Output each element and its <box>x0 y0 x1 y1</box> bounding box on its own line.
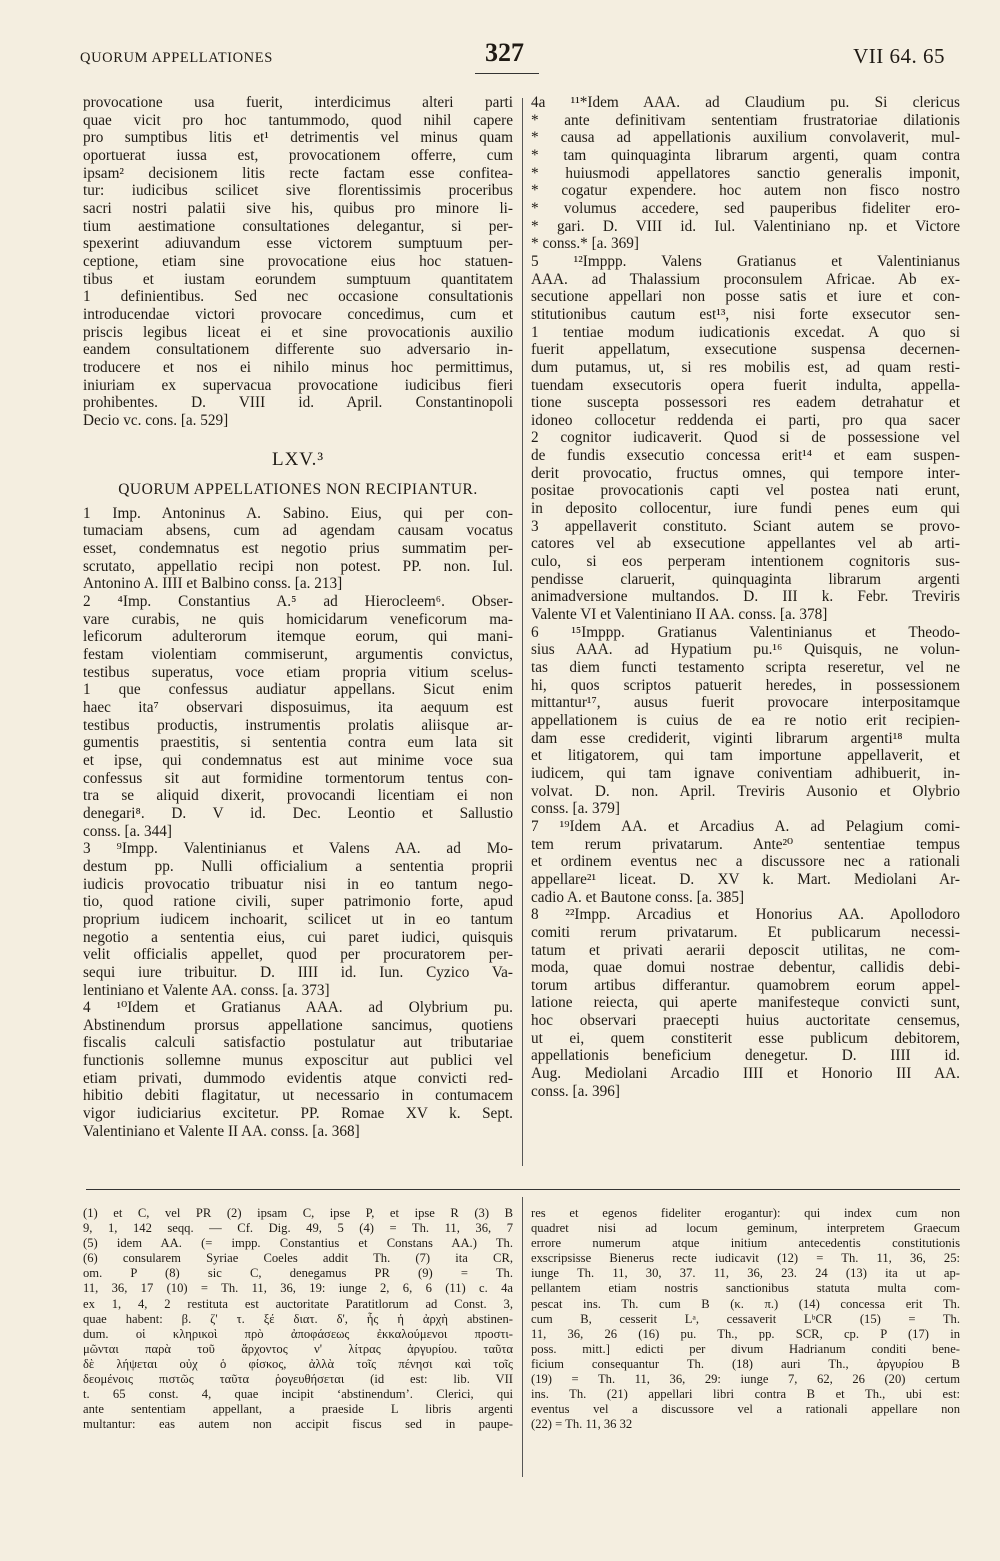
text-line: culo, si eos perperam intentionem cognitoris sus- <box>531 553 960 571</box>
text-line: Decio vc. cons. [a. 529] <box>83 411 229 429</box>
text-line: tur: iudicibus scilicet sive florentissimis proceribus <box>83 182 513 200</box>
footnote-column-divider <box>522 1197 523 1477</box>
text-line: dum putamus, ut, si res mobilis est, ad quam resti- <box>531 358 960 376</box>
text-line: confessus sit aut formidine tormentorum tentus con- <box>83 769 513 787</box>
text-line: 7 ¹⁹Idem AA. et Arcadius A. ad Pelagium comi- <box>531 817 960 835</box>
footnote-line: quadret nisi ad locum geminum, interpretem Graecum <box>531 1221 960 1236</box>
text-line: Valente VI et Valentiniano II AA. conss. [a. 378] <box>531 606 828 624</box>
footnote-line: pescat ins. Th. cum B (κ. π.) (14) concessa erit Th. <box>531 1296 960 1311</box>
text-line: * huiusmodi appellatores sanctio generalis imponit, <box>531 164 960 182</box>
text-line: priscis legibus liceat ei et sine provocationis auxilio <box>83 323 513 341</box>
footnote-rule <box>86 1189 960 1190</box>
running-header <box>80 36 945 80</box>
footnote-line: t. 65 const. 4, quae incipit ‘abstinendum’. Clerici, qui <box>83 1387 513 1402</box>
text-line: hoc observari praecepti huius auctoritate censemus, <box>531 1012 960 1030</box>
text-line: vigor iudiciarius excitetur. PP. Romae XV k. Sept. <box>83 1105 513 1123</box>
text-line: sequi iure tribuitur. D. IIII id. Iun. Cyzico Va- <box>83 963 513 981</box>
footnote-line: (5) idem AA. (= impp. Constantius et Constans AA.) Th. <box>83 1236 513 1251</box>
text-line: positae provocationis capti vel postea nati erunt, <box>531 482 960 500</box>
left-column <box>83 94 513 1140</box>
text-line: pendisse claruerit, quinquaginta librarum argenti <box>531 570 960 588</box>
text-line: * volumus accedere, sed pauperibus fideliter ero- <box>531 199 960 217</box>
footnote-line: om. P (8) sic C, denegamus PR (9) = Th. <box>83 1266 513 1281</box>
text-line: tra se aliquid dixerit, provocandi licentiam ei non <box>83 787 513 805</box>
text-line: * tam quinquaginta librarum argenti, quam contra <box>531 146 960 164</box>
text-line: stitutionibus cautum est¹³, nisi forte exsecutor sen- <box>531 305 960 323</box>
text-line: vare curabis, ne quis homicidarum veneficorum ma- <box>83 610 513 628</box>
text-line: testibus productis, instrumentis prolatis aliisque ar- <box>83 716 513 734</box>
text-line: functionis sollemne munus exposcitur aut publici vel <box>83 1052 513 1070</box>
text-line: tuendam exsecutoris opera fuerit indulta, appella- <box>531 376 960 394</box>
footnote-line: iunge Th. 11, 30, 37. 11, 36, 23. 24 (13) ita ut ap- <box>531 1266 960 1281</box>
text-line: catores vel ab exsecutione appellantes vel ab arti- <box>531 535 960 553</box>
text-line: sius AAA. ad Hypatium pu.¹⁶ Quisquis, ne volun- <box>531 641 960 659</box>
footnote-line: ins. Th. (21) appellari libri contra B et Th., ubi est: <box>531 1387 960 1402</box>
running-title: QUORUM APPELLATIONES <box>80 50 273 66</box>
text-line: derit provocatio, fructus omnes, qui tempore inter- <box>531 464 960 482</box>
text-line: provocatione usa fuerit, interdicimus alteri parti <box>83 94 513 111</box>
text-line: 8 ²²Impp. Arcadius et Honorius AA. Apollodoro <box>531 906 960 924</box>
text-line: appellationis beneficium denegetur. D. IIII id. <box>531 1047 960 1065</box>
text-line: 1 definientibus. Sed nec occasione consultationis <box>83 288 513 306</box>
text-line: fiscalis calculi satisfactio postulatur aut tributariae <box>83 1034 513 1052</box>
text-line: appellare²¹ liceat. D. XV k. Mart. Mediolani Ar- <box>531 870 960 888</box>
text-line: et ordinem eventus nec a discussore nec a rationali <box>531 853 960 871</box>
section-gap <box>83 429 513 451</box>
text-line: festam violentiam commiserunt, argumentis convictus, <box>83 646 513 664</box>
text-line: haec ita⁷ observari disposuimus, ita aequum est <box>83 699 513 716</box>
text-line: ut ei, quem constiterit esse publicum debitorem, <box>531 1029 960 1047</box>
text-line: eandem consultationem differente suo adversario in- <box>83 341 513 359</box>
text-line: in deposito collocentur, iure fundi penes eum qui <box>531 500 960 518</box>
text-line: tas diem functi testamento scripta reseretur, vel ne <box>531 659 960 676</box>
text-line: secutione appellari non posse satis et iure et con- <box>531 288 960 306</box>
text-line: tumaciam absens, cum ad agendam causam vocatus <box>83 522 513 540</box>
text-line: volvat. D. non. April. Treviris Ausonio et Olybrio <box>531 782 960 800</box>
text-line: 2 cognitor iudicaverit. Quod si de possessione vel <box>531 429 960 447</box>
text-line: proprium iudicem inchoarit, scilicet ut in eo tantum <box>83 910 513 928</box>
text-line: oportuerat iussa est, provocationem offerre, cum <box>83 146 513 164</box>
text-line: lentiniano et Valente AA. conss. [a. 373] <box>83 981 330 999</box>
text-line: introducendae victori provocare concedimus, cum et <box>83 305 513 323</box>
text-line: gumentis praestitis, si sententia contra eum lata sit <box>83 734 513 752</box>
footnote-line: eventus vel a discussore vel a rationali appellare non <box>531 1402 960 1417</box>
text-line: 6 ¹⁵Imppp. Gratianus Valentinianus et Theodo- <box>531 623 960 641</box>
text-line: negotio a sententia eius, cui paret iudici, quisquis <box>83 928 513 946</box>
footnote-line: 11, 36, 17 (10) = Th. 11, 36, 19: iunge 2, 6, 6 (11) c. 4a <box>83 1281 513 1296</box>
text-line: 1 tentiae modum iudicationis excedat. A quo si <box>531 323 960 341</box>
text-line: prohibentes. D. VIII id. April. Constantinopoli <box>83 394 513 412</box>
text-line: hibitio debiti flagitatur, ut necessario in contumacem <box>83 1087 513 1105</box>
text-line: animadversione multandos. D. III k. Febr. Treviris <box>531 588 960 606</box>
text-line: ceptione, etiam sine provocatione eius hoc statuen- <box>83 252 513 270</box>
text-line: 4a ¹¹*Idem AAA. ad Claudium pu. Si clericus <box>531 94 960 111</box>
footnote-line: pellantem etiam nostris sanctionibus statuta multa com- <box>531 1281 960 1296</box>
text-line: fuerit appellatum, exsecutione suspensa decernen- <box>531 341 960 359</box>
text-line: Aug. Mediolani Arcadio IIII et Honorio III AA. <box>531 1065 960 1083</box>
text-line: ipsam² decisionem litis recte factam esse confitea- <box>83 164 513 182</box>
text-line: leficorum adulterorum itemque eorum, qui mani- <box>83 628 513 646</box>
text-line: et litigatorem, qui tam importune appellaverit, et <box>531 747 960 765</box>
text-line: 2 ⁴Imp. Constantius A.⁵ ad Hierocleem⁶. Obser- <box>83 593 513 611</box>
text-line: sacri nostri palatii sive his, quibus pro minore li- <box>83 199 513 217</box>
text-line: * gari. D. VIII id. Iul. Valentiniano np. et Victore <box>531 217 960 235</box>
footnote-line: (6) consularem Syriae Coeles addit Th. (7) ita CR, <box>83 1251 513 1266</box>
text-line: Abstinendum prorsus appellatione sancimus, quotiens <box>83 1016 513 1034</box>
text-line: conss. [a. 396] <box>531 1082 620 1100</box>
text-line: etiam privati, dummodo evidentis atque convicti red- <box>83 1069 513 1087</box>
text-line: iniuriam ex supervacua provocatione iudicibus fieri <box>83 376 513 394</box>
footnote-line: multantur: eas autem non accipit fiscus sed in paupe- <box>83 1417 513 1432</box>
page-number: 327 <box>485 38 524 67</box>
text-line: mittantur¹⁷, ausus fuerit provocare interpositamque <box>531 694 960 712</box>
text-line: 3 appellaverit constituto. Sciant autem se provo- <box>531 517 960 535</box>
footnote-line: (22) = Th. 11, 36 32 <box>531 1417 633 1432</box>
text-line: esset, condemnatus est negotio prius summatim per- <box>83 540 513 558</box>
footnote-line: ficium consequantur Th. (18) auri Th., ἀργυρίου B <box>531 1356 960 1371</box>
text-line: hi, quos scriptos patuerit heredes, in possessionem <box>531 676 960 694</box>
text-line: 5 ¹²Imppp. Valens Gratianus et Valentinianus <box>531 252 960 270</box>
text-line: scrutato, appellatio recipi non potest. PP. non. Iul. <box>83 557 513 575</box>
section-reference: VII 64. 65 <box>853 44 945 68</box>
footnote-line: ante sententiam appellant, a praeside L libris argenti <box>83 1402 513 1417</box>
text-line: tem rerum privatarum. Ante²⁰ sententiae tempus <box>531 835 960 853</box>
text-line: tione suscepta possessori res eadem detrahatur et <box>531 394 960 412</box>
text-line: cadio A. et Bautone conss. [a. 385] <box>531 888 745 906</box>
footnote-line: (1) et C, vel PR (2) ipsam C, ipse P, et ipse R (3) B <box>83 1206 513 1220</box>
right-column <box>531 94 960 1100</box>
text-line: idoneo collocetur reddenda ei parti, pro qua sacer <box>531 411 960 429</box>
footnote-line: (19) = Th. 11, 36, 29: iunge 7, 62, 26 (20) certum <box>531 1372 960 1387</box>
text-line: pro sumptibus litis et¹ detrimentis vel minus quam <box>83 129 513 147</box>
text-line: latione reiecta, qui aperte manifesteque convicti sunt, <box>531 994 960 1012</box>
text-line: 3 ⁹Impp. Valentinianus et Valens AA. ad Mo- <box>83 840 513 858</box>
text-line: spexerint adiuvandum esse victorem sumptuum per- <box>83 235 513 253</box>
text-line: tibus et iustam eorundem sumptuum quantitatem <box>83 270 513 288</box>
text-line: de fundis exsecutio concessa erit¹⁴ et eam suspen- <box>531 447 960 465</box>
text-line: troducere et nos ei nihilo minus hoc permittimus, <box>83 358 513 376</box>
footnote-line: quae habent: β. ζ' τ. ξέ διατ. δ', ἧς ἡ ἀρχὴ abstinen- <box>83 1311 513 1326</box>
text-line: 1 Imp. Antoninus A. Sabino. Eius, qui per con- <box>83 504 513 522</box>
text-line: tatum et privati aerarii deposcit utilitas, ne com- <box>531 941 960 959</box>
text-line: comiti rerum privatarum. Et publicarum necessi- <box>531 923 960 941</box>
text-line: iudicis provocatio tribuatur nisi in eo tantum nego- <box>83 875 513 893</box>
text-line: quae vicit pro hoc tantummodo, quod nihil capere <box>83 111 513 129</box>
text-line: tium aestimatione consultationes delegantur, si per- <box>83 217 513 235</box>
text-line: * causa ad appellationis auxilium convolaverit, mul- <box>531 129 960 147</box>
page-number-rule <box>475 73 539 74</box>
section-number: LXV.³ <box>271 451 325 470</box>
footnote-line: ex 1, 4, 2 restituta est auctoritate Paratitlorum ad Const. 3, <box>83 1296 513 1311</box>
text-line: AAA. ad Thalassium proconsulem Africae. Ab ex- <box>531 270 960 288</box>
section-title: QUORUM APPELLATIONES NON RECIPIANTUR. <box>118 481 478 499</box>
footnote-line: exscripsisse Bienerus recte iudicavit (12) = Th. 11, 36, 25: <box>531 1251 960 1266</box>
text-line: moda, quae domui nostrae debentur, callidis debi- <box>531 959 960 977</box>
footnote-line: errore numerum atque initium antecedentis constitutionis <box>531 1236 960 1251</box>
text-line: Valentiniano et Valente II AA. conss. [a. 368] <box>83 1122 360 1140</box>
footnote-line: 9, 1, 142 seqq. — Cf. Dig. 49, 5 (4) = Th. 11, 36, 7 <box>83 1221 513 1236</box>
footnote-line: cum B, cesserit Lᵃ, cessaverit LᵇCR (15) = Th. <box>531 1311 960 1326</box>
section-gap <box>83 469 513 481</box>
text-line: conss. [a. 379] <box>531 800 620 818</box>
text-line: 1 que confessus audiatur appellans. Sicut enim <box>83 681 513 699</box>
text-line: * ante definitivam sententiam frustratoriae dilationis <box>531 111 960 129</box>
footnote-line: res et egenos fideliter erogantur): qui index cum non <box>531 1206 960 1220</box>
text-line: testibus superatus, voce etiam propria vitium scelus- <box>83 663 513 681</box>
text-line: denegari⁸. D. V id. Dec. Leontio et Sallustio <box>83 804 513 822</box>
text-line: velit officialis appellet, quod per procuratorem per- <box>83 946 513 964</box>
text-line: * conss.* [a. 369] <box>531 235 640 253</box>
footnote-line: μῶνται παρὰ τοῦ ἄρχοντος ν' λίτρας ἀργυρίου. ταῦτα <box>83 1341 513 1356</box>
column-divider <box>522 98 523 1166</box>
text-line: conss. [a. 344] <box>83 822 172 840</box>
footnote-line: δεομένοις πιστῶς ταῦτα ῥογευθήσεται (id est: lib. VII <box>83 1372 513 1387</box>
footnote-line: δὲ λήψεται οὐχ ὁ φίσκος, ἀλλὰ τοῖς πένησι καὶ τοῖς <box>83 1356 513 1371</box>
footnotes-right <box>531 1206 960 1432</box>
text-line: appellationem is cuius de ea re notio erit recipien- <box>531 711 960 729</box>
text-line: dam esse crediderit, viginti librarum argenti¹⁸ multa <box>531 729 960 747</box>
footnote-line: 11, 36, 26 (16) pu. Th., pp. SCR, cp. P (17) in <box>531 1326 960 1341</box>
text-line: et ipse, qui condemnatus est aut minime voce sua <box>83 751 513 769</box>
text-line: torum artibus differantur. quamobrem eorum appel- <box>531 976 960 994</box>
text-line: Antonino A. IIII et Balbino conss. [a. 213] <box>83 575 343 593</box>
text-line: tio, quod ratione civili, super patrimonio forte, apud <box>83 893 513 911</box>
text-line: destum pp. Nulli officialium a sententia proprii <box>83 857 513 875</box>
footnote-line: poss. mitt.] edicti per divum Hadrianum conditi bene- <box>531 1341 960 1356</box>
text-line: 4 ¹⁰Idem et Gratianus AAA. ad Olybrium pu. <box>83 999 513 1017</box>
text-line: iudicem, qui tam ignave coniventiam adhibuerit, in- <box>531 764 960 782</box>
footnotes-left <box>83 1206 513 1432</box>
text-line: * cogatur expendere. hoc autem non fisco nostro <box>531 182 960 200</box>
footnote-line: dum. οἱ κληρικοὶ πρὸ ἀποφάσεως ἐκκαλούμενοι προστι- <box>83 1326 513 1341</box>
